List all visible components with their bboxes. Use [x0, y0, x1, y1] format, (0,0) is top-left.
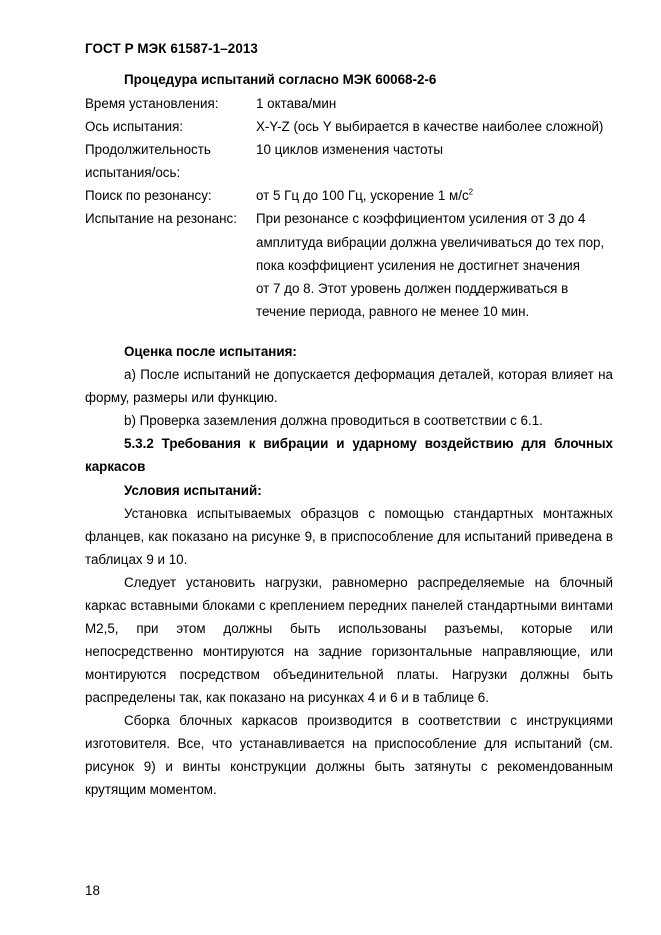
- resonance-continuation-line: от 7 до 8. Этот уровень должен поддерживаться в: [256, 281, 569, 296]
- paragraph-line: крутящим моментом.: [85, 782, 217, 797]
- row-value-resonance-search: [256, 188, 473, 203]
- paragraph-line: рисунок 9) и винты конструкции должны быть затянуты с рекомендованным: [85, 759, 613, 774]
- page-number: 18: [85, 883, 100, 898]
- paragraph-line: изготовителя. Все, что устанавливается на приспособление для испытаний (см.: [85, 736, 613, 751]
- procedure-title: Процедура испытаний согласно МЭК 60068-2-6: [124, 72, 437, 87]
- evaluation-item-a-cont: форму, размеры или функцию.: [85, 390, 278, 405]
- row-value-resonance-test: При резонансе с коэффициентом усиления от 3 до 4: [256, 211, 586, 226]
- evaluation-title: Оценка после испытания:: [124, 344, 297, 359]
- paragraph-line: Следует установить нагрузки, равномерно распределяемые на блочный: [124, 575, 613, 590]
- row-label-test-axis: Ось испытания:: [85, 119, 184, 134]
- section-number: 5.3.2: [124, 436, 154, 451]
- row-label-resonance-test: Испытание на резонанс:: [85, 211, 237, 226]
- evaluation-item-b: b) Проверка заземления должна проводиться в соответствии с 6.1.: [124, 413, 543, 428]
- row-label-resonance-search: Поиск по резонансу:: [85, 188, 212, 203]
- paragraph-line: М2,5, при этом должны быть использованы разъемы, которые или: [85, 621, 613, 636]
- section-heading: [124, 436, 613, 451]
- row-value-duration: 10 циклов изменения частоты: [256, 142, 443, 157]
- evaluation-item-a: а) После испытаний не допускается деформация деталей, которая влияет на: [124, 367, 613, 382]
- paragraph-line: фланцев, как показано на рисунке 9, в приспособление для испытаний приведена в: [85, 529, 613, 544]
- conditions-title: Условия испытаний:: [124, 483, 262, 498]
- resonance-continuation-line: амплитуда вибрации должна увеличиваться до тех пор,: [256, 235, 605, 250]
- row-value-settling-time: 1 октава/мин: [256, 96, 337, 111]
- paragraph-line: Сборка блочных каркасов производится в соответствии с инструкциями: [124, 713, 613, 728]
- paragraph-line: каркас вставными блоками с креплением передних панелей стандартными винтами: [85, 598, 613, 613]
- section-heading-cont: каркасов: [85, 459, 146, 474]
- superscript-exponent: 2: [468, 187, 474, 197]
- paragraph-line: непосредственно монтируются на задние горизонтальные направляющие, или: [85, 644, 613, 659]
- row-value-test-axis: X-Y-Z (ось Y выбирается в качестве наиболее сложной): [256, 119, 604, 134]
- paragraph-line: таблицах 9 и 10.: [85, 552, 188, 567]
- document-header: ГОСТ Р МЭК 61587-1–2013: [85, 41, 258, 56]
- paragraph-line: Установка испытываемых образцов с помощью стандартных монтажных: [124, 506, 613, 521]
- resonance-continuation-line: пока коэффициент усиления не достигнет значения: [256, 258, 580, 273]
- section-title: Требования к вибрации и ударному воздействию для блочных: [161, 436, 613, 451]
- row-label-duration-cont: испытания/ось:: [85, 165, 181, 180]
- row-label-duration: Продолжительность: [85, 142, 211, 157]
- paragraph-line: распределены так, как показано на рисунках 4 и 6 и в таблице 6.: [85, 690, 489, 705]
- paragraph-line: монтируются посредством объединительной платы. Нагрузки должны быть: [85, 667, 613, 682]
- row-label-settling-time: Время установления:: [85, 96, 219, 111]
- resonance-search-text: от 5 Гц до 100 Гц, ускорение 1 м/с: [256, 188, 469, 203]
- resonance-continuation-line: течение периода, равного не менее 10 мин.: [256, 304, 530, 319]
